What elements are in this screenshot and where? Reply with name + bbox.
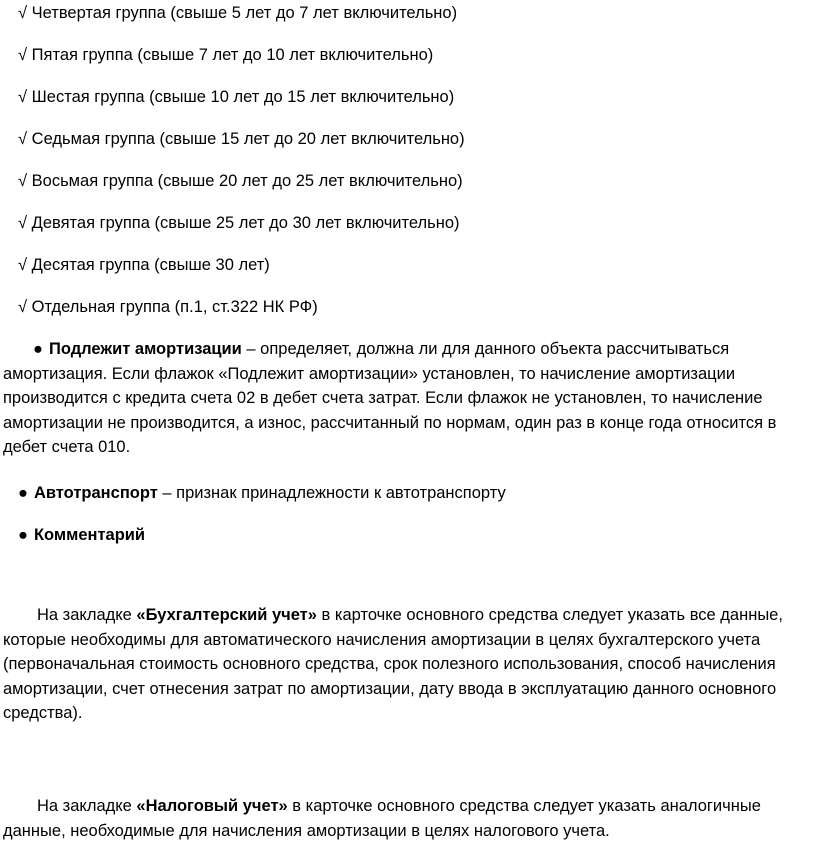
- accounting-tab-name: «Бухгалтерский учет»: [136, 606, 317, 624]
- depreciation-term: Подлежит амортизации: [48, 340, 242, 358]
- tax-text: в карточке основного средства следует указать аналогичные данные, необходимые для начисления амортизации в целях налогового учета.: [3, 797, 761, 840]
- depreciation-bullet: [3, 337, 803, 460]
- check-mark: √: [18, 130, 28, 148]
- depreciation-description: – определяет, должна ли для данного объекта рассчитываться амортизация. Если флажок «Подлежит амортизации» установлен, то начисление амортизации производится с кредита счета 02 в дебет счета затрат. Если флажок не установлен, то начисление амортизации не производится, а износ, рассчитанный по нормам, один раз в конце года относится в дебет счета 010.: [3, 340, 777, 457]
- check-mark: √: [18, 46, 28, 64]
- comment-bullet: [18, 524, 145, 546]
- accounting-prefix: На закладке: [37, 606, 137, 624]
- check-mark: √: [18, 298, 28, 316]
- bullet-icon: ●: [18, 484, 28, 502]
- vehicle-bullet: [18, 482, 506, 504]
- group-item-6: [18, 86, 454, 108]
- group-label: Четвертая группа (свыше 5 лет до 7 лет включительно): [31, 4, 458, 22]
- group-item-10: [18, 254, 270, 276]
- group-item-separate: [18, 296, 318, 318]
- bullet-icon: ●: [33, 340, 43, 358]
- vehicle-description: – признак принадлежности к автотранспорту: [157, 484, 506, 502]
- check-mark: √: [18, 172, 28, 190]
- group-label: Десятая группа (свыше 30 лет): [31, 256, 270, 274]
- group-item-9: [18, 212, 460, 234]
- group-label: Отдельная группа (п.1, ст.322 НК РФ): [31, 298, 318, 316]
- group-label: Девятая группа (свыше 25 лет до 30 лет включительно): [31, 214, 460, 232]
- check-mark: √: [18, 4, 28, 22]
- group-label: Восьмая группа (свыше 20 лет до 25 лет включительно): [31, 172, 463, 190]
- accounting-paragraph: [3, 603, 803, 726]
- check-mark: √: [18, 88, 28, 106]
- group-item-8: [18, 170, 463, 192]
- group-item-4: [18, 2, 457, 24]
- accounting-text: в карточке основного средства следует указать все данные, которые необходимы для автоматического начисления амортизации в целях бухгалтерского учета (первоначальная стоимость основного средства, срок полезного использования, способ начисления амортизации, счет отнесения затрат по амортизации, дату ввода в эксплуатацию данного основного средства).: [3, 606, 783, 723]
- bullet-icon: ●: [18, 526, 28, 544]
- group-label: Пятая группа (свыше 7 лет до 10 лет включительно): [31, 46, 434, 64]
- vehicle-term: Автотранспорт: [33, 484, 158, 502]
- group-label: Шестая группа (свыше 10 лет до 15 лет включительно): [31, 88, 455, 106]
- tax-paragraph: [3, 794, 803, 843]
- group-label: Седьмая группа (свыше 15 лет до 20 лет включительно): [31, 130, 465, 148]
- group-item-5: [18, 44, 433, 66]
- tax-prefix: На закладке: [37, 797, 137, 815]
- group-item-7: [18, 128, 465, 150]
- check-mark: √: [18, 256, 28, 274]
- comment-term: Комментарий: [33, 526, 146, 544]
- check-mark: √: [18, 214, 28, 232]
- tax-tab-name: «Налоговый учет»: [136, 797, 288, 815]
